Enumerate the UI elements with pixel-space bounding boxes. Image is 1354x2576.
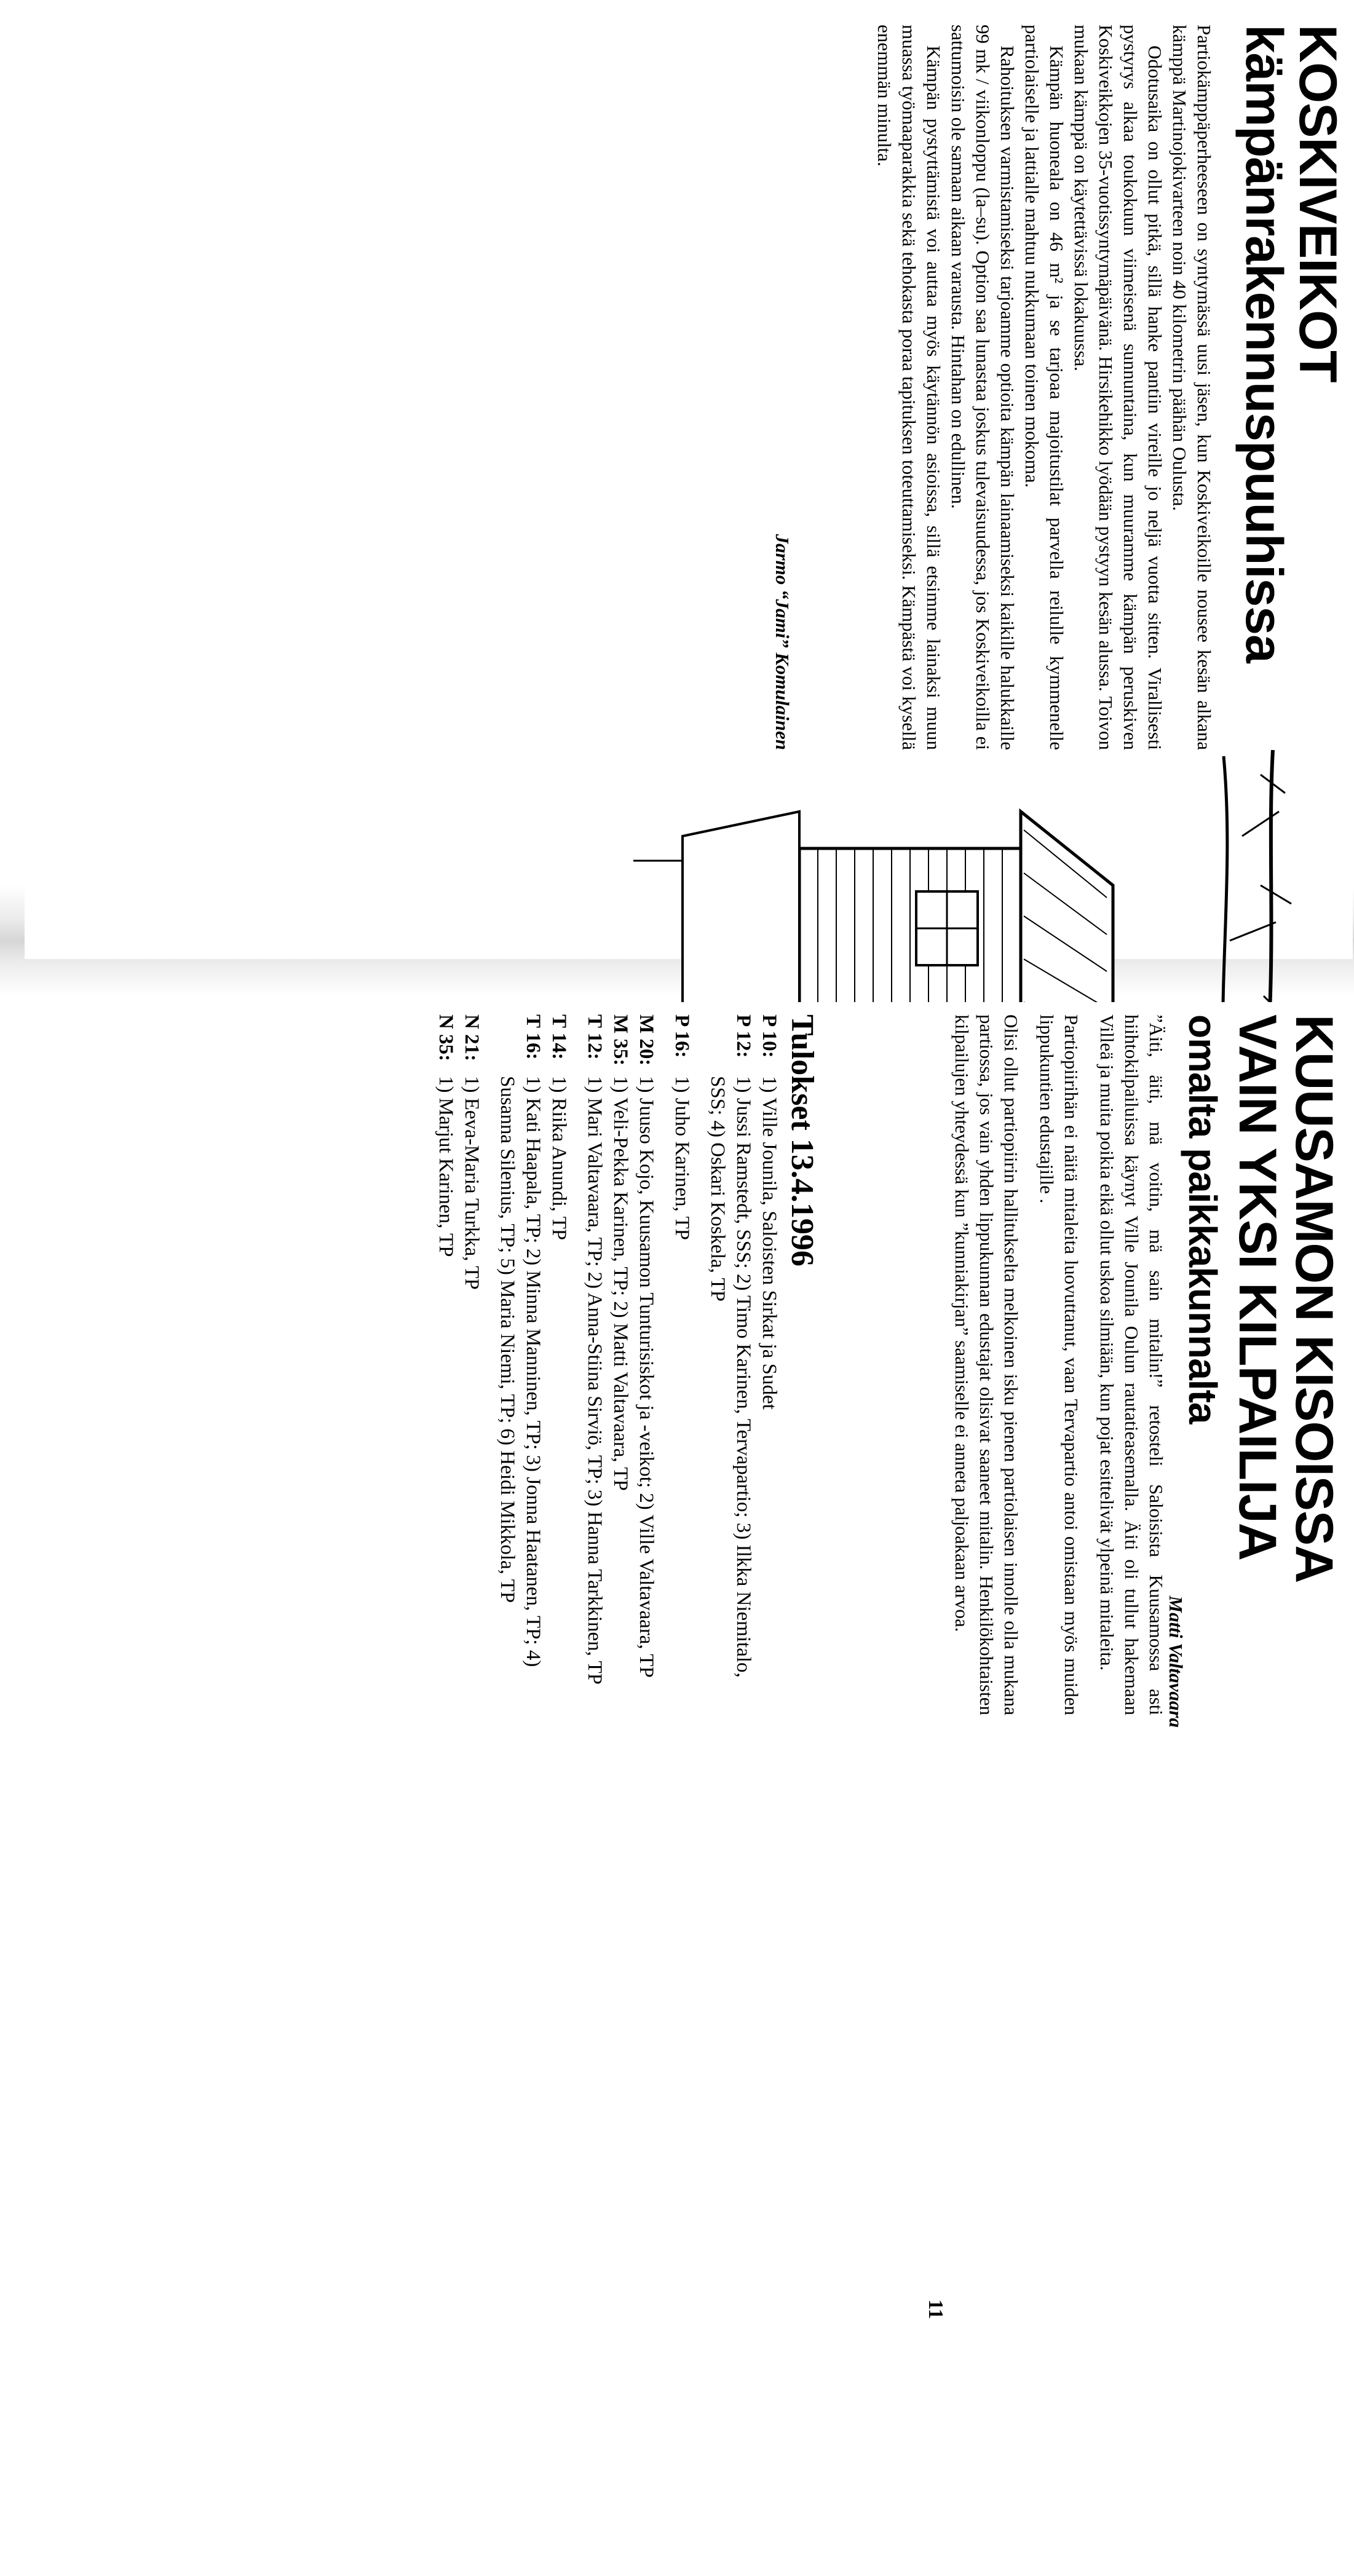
- page-10-title: KOSKIVEIKOT: [1288, 25, 1347, 382]
- result-placings: 1) Eeva-Maria Turkka, TP: [461, 1076, 483, 1290]
- result-row: [608, 1014, 633, 1715]
- result-row: [459, 1014, 485, 1715]
- page-10-author: Jarmo “Jami” Komulainen: [772, 534, 793, 750]
- page-11-subtitle: omalta paikkakunnalta: [1181, 1014, 1225, 1424]
- result-placings: 1) Veli-Pekka Karinen, TP; 2) Matti Valtavaara, TP: [609, 1076, 631, 1491]
- result-placings: 1) Jussi Ramstedt, SSS; 2) Timo Karinen, Tervapartio; 3) Ilkka Niemitalo, SSS; 4) Oskari Koskela, TP: [707, 1076, 754, 1678]
- result-class-code: T 16:: [522, 1014, 544, 1060]
- result-row: [433, 1014, 459, 1715]
- result-class-code: N 21:: [461, 1014, 483, 1062]
- paragraph: Partiokämppäperheeseen on syntymässä uusi jäsen, kun Koskiveikoille nousee kesän alkana kämppä Martinojokivarteen noin 40 kilometrin päähän Oulusta.: [1169, 25, 1215, 750]
- paragraph: Partiopiirihän ei näitä mitaleita luovuttanut, vaan Tervapartio antoi omistaan myös muiden lippukuntien edustajille .: [1036, 1014, 1082, 1715]
- page-11-number: 11: [924, 2299, 947, 2320]
- result-placings: 1) Marjut Karinen, TP: [435, 1076, 457, 1257]
- result-row: [633, 1014, 659, 1715]
- result-class-code: P 12:: [732, 1014, 754, 1058]
- result-group-gap: [659, 1014, 669, 1715]
- paragraph: Kämpän huoneala on 46 m² ja se tarjoaa majoitustilat parvella reilulle kymmenelle partiolaiselle ja lattialle mahtuu nukkumaan toinen mokoma.: [1021, 25, 1067, 750]
- result-group-gap: [485, 1014, 494, 1715]
- paragraph: Olisi ollut partiopiirin hallitukselta melkoinen isku pienen partiolaisen innolle olla mukana partiossa, jos vain yhden lippukunnan edustajat olisivat saaneet mitalin. Henkilökohtaisten kilpailujen yhteydessä kun ”kunniakirjan” saamiselle ei anneta paljoakaan arvoa.: [951, 1014, 1022, 1715]
- result-group-gap: [572, 1014, 582, 1715]
- result-placings: 1) Kati Haapala, TP; 2) Minna Manninen, TP; 3) Jonna Haatanen, TP; 4) Susanna Silenius, TP; 5) Maria Niemi, TP; 6) Heidi Mikkola, TP: [496, 1076, 544, 1667]
- result-row: [756, 1014, 782, 1715]
- page-11-article-body: [938, 1014, 1168, 1715]
- result-class-code: M 35:: [609, 1014, 631, 1066]
- results-heading: Tulokset 13.4.1996: [785, 1014, 820, 1266]
- paragraph: Odotusaika on ollut pitkä, sillä hanke pantiin vireille jo neljä vuotta sitten. Virallisesti pystyrys alkaa toukokuun viimeisenä sunnuntaina, kun muuramme kämpän peruskiven Koskiveikkojen 35-vuotissyntymäpäivänä. Hirsikehikko lyödään pystyyn kesän alussa. Toivon mukaan kämppä on käytettävissä lokakuussa.: [1071, 25, 1166, 750]
- page-11-title-line-1: KUUSAMON KISOISSA: [1285, 1014, 1344, 1583]
- result-row: [705, 1014, 756, 1715]
- result-row: [494, 1014, 546, 1715]
- paragraph: Rahoituksen varmistamiseksi tarjoamme optioita kämpän lainaamiseksi kaikille halukkaille 99 mk / viikonloppu (la–su). Option saa lunastaa joskus tulevaisuudessa, jos Koskiveikoilla ei sattumoisin ole samaan aikaan varausta. Hintahan on edullinen.: [948, 25, 1018, 750]
- page-11: [25, 1002, 1353, 2320]
- page-10-subtitle: kämpänrakennuspuuhissa: [1235, 25, 1293, 663]
- page-11-author: Matti Valtavaara: [1165, 1595, 1187, 1728]
- result-row: [582, 1014, 608, 1715]
- result-placings: 1) Juuso Kojo, Kuusamon Tunturisiskot ja -veikot; 2) Ville Valtavaara, TP: [635, 1076, 657, 1678]
- paragraph: Kämpän pystyttämistä voi auttaa myös käytännön asioissa, sillä etsimme lainaksi muun muassa työmaaparakkia sekä tehokasta poraa tapituksen toteuttamiseksi. Kämpästä voi kysellä enemmän minulta.: [874, 25, 944, 750]
- result-row: [669, 1014, 695, 1715]
- result-class-code: T 12:: [584, 1014, 606, 1060]
- result-class-code: P 10:: [758, 1014, 780, 1058]
- result-row: [546, 1014, 572, 1715]
- page-11-title-line-2: VAIN YKSI KILPAILIJA: [1228, 1014, 1287, 1560]
- result-placings: 1) Ville Jounila, Saloisten Sirkat ja Sudet: [758, 1076, 780, 1410]
- result-group-gap: [695, 1014, 705, 1715]
- result-class-code: N 35:: [435, 1014, 457, 1062]
- page-10: [25, 12, 1353, 959]
- result-class-code: P 16:: [671, 1014, 693, 1058]
- result-placings: 1) Riika Anundi, TP: [548, 1076, 570, 1241]
- page-10-article-body: [872, 25, 1216, 750]
- results-list: [433, 1014, 782, 1715]
- result-class-code: M 20:: [635, 1014, 657, 1066]
- result-placings: 1) Juho Karinen, TP: [671, 1076, 693, 1241]
- result-placings: 1) Mari Valtavaara, TP; 2) Anna-Stiina Sirviö, TP; 3) Hanna Tarkkinen, TP: [584, 1076, 606, 1685]
- result-class-code: T 14:: [548, 1014, 570, 1060]
- paragraph: ”Äiti, äiti, mä voitin, mä sain mitalin!” retosteli Saloisista Kuusamossa asti hiihtokilpailuissa käynyt Ville Jounila Oulun rautatieasemalla. Äiti oli tullut hakemaan Villeä ja muita poikia eikä ollut uskoa silmiään, kun pojat esittelivät ylpeinä mitaleita.: [1096, 1014, 1167, 1715]
